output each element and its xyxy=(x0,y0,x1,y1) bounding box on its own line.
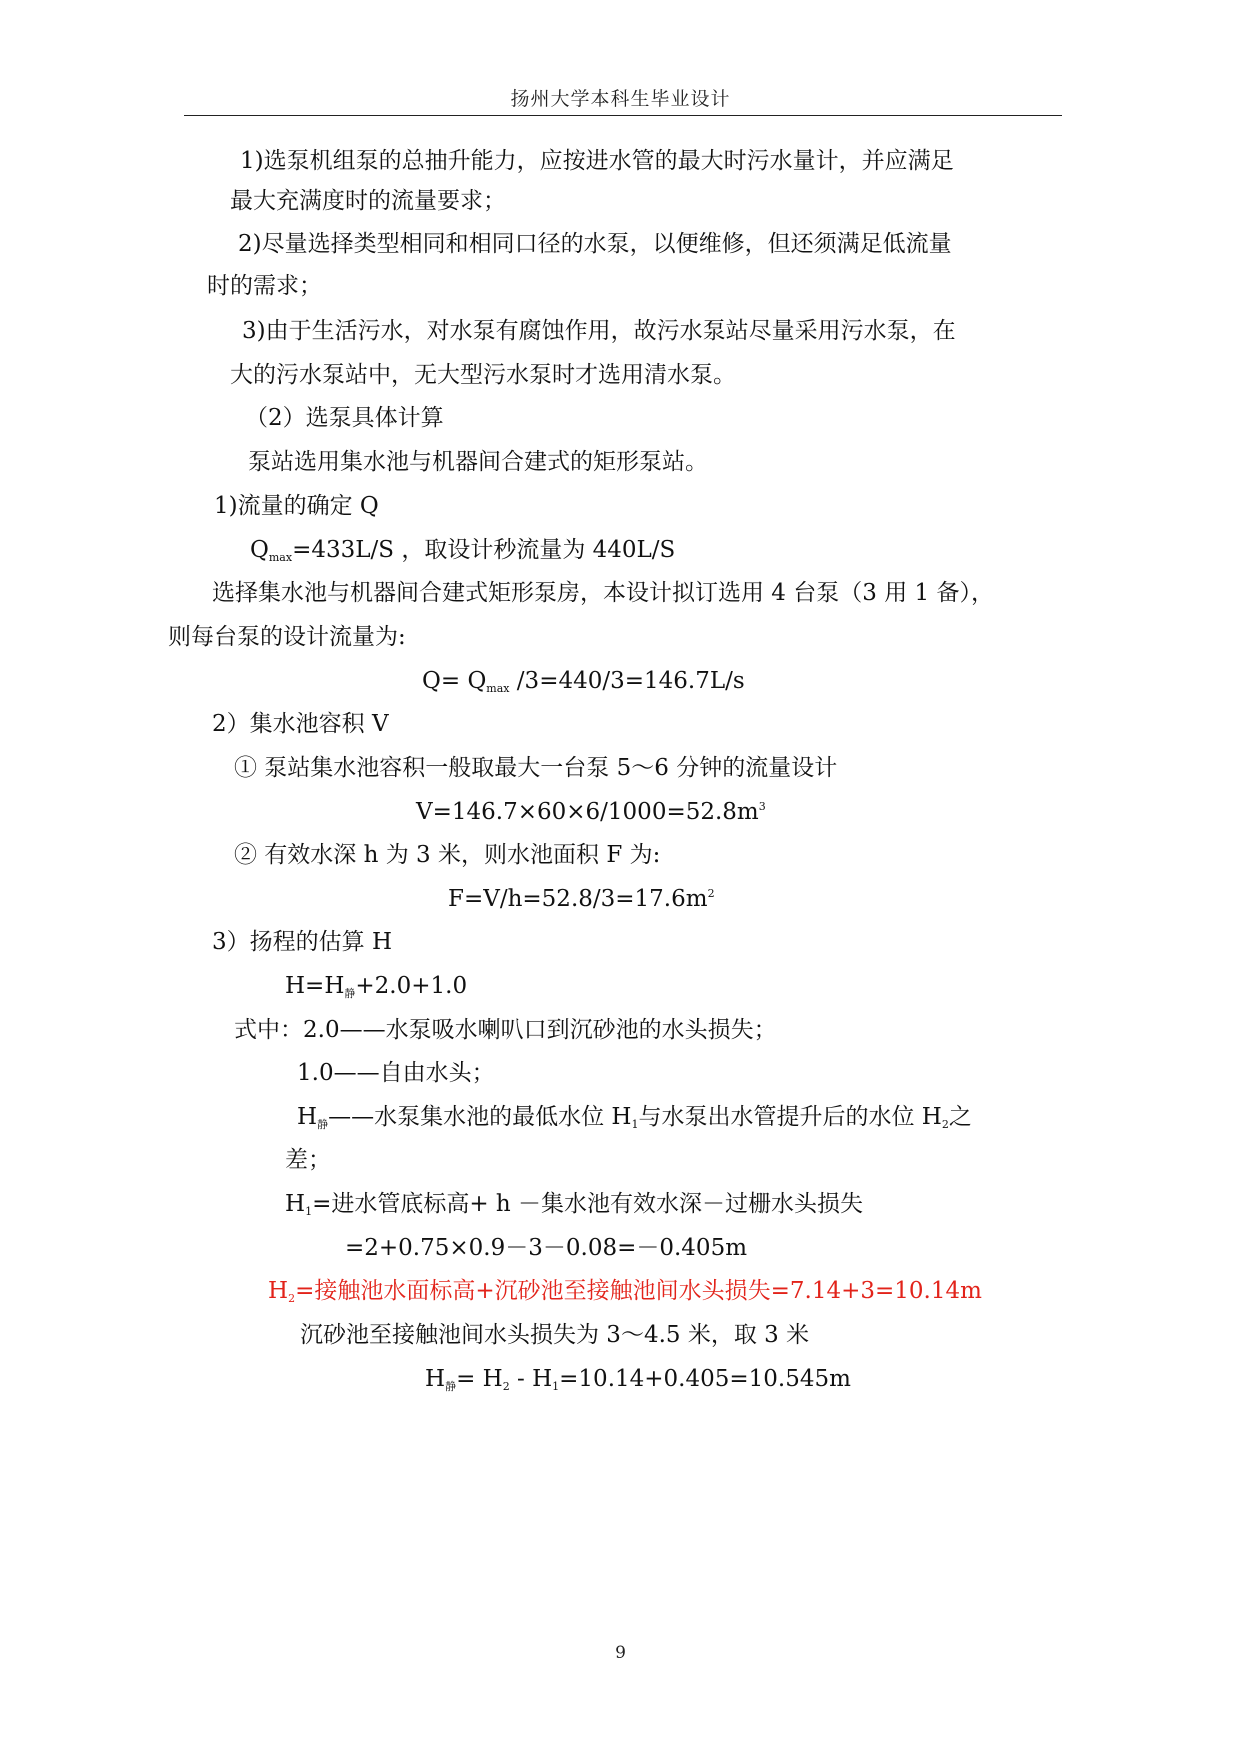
text-line-1: 1)选泵机组泵的总抽升能力，应按进水管的最大时污水量计，并应满足 xyxy=(240,148,954,174)
page-number: 9 xyxy=(615,1643,626,1663)
text-line-15: ① 泵站集水池容积一般取最大一台泵 5～6 分钟的流量设计 xyxy=(234,755,838,781)
formula-h2-highlight: $H_2=$接触池水面标高+沉砂池至接触池间水头损失=7.14+3=10.14m xyxy=(268,1278,982,1305)
formula-v: $V=146.7\times 60\times 6/1000=52.8m^3$ xyxy=(416,799,766,825)
text-line-2: 最大充满度时的流量要求； xyxy=(230,188,506,214)
page-header: 扬州大学本科生毕业设计 xyxy=(510,88,731,110)
text-line-12: 则每台泵的设计流量为: xyxy=(168,624,406,650)
header-rule xyxy=(184,115,1062,116)
formula-h1: $H_1=$进水管底标高+ h －集水池有效水深－过栅水头损失 xyxy=(285,1191,864,1218)
formula-qmax: $Q_{max}=433L/S$ ，取设计秒流量为 440L/S xyxy=(250,537,676,564)
text-line-17: ② 有效水深 h 为 3 米，则水池面积 F 为: xyxy=(234,842,661,868)
formula-h1-value: =2+0.75×0.9－3－0.08=－0.405m xyxy=(345,1235,748,1261)
text-line-11: 选择集水池与机器间合建式矩形泵房，本设计拟订选用 4 台泵（3 用 1 备）， xyxy=(212,580,994,606)
formula-h-static: $H_静= H_2 - H_1=10.14+0.405=10.545m$ xyxy=(425,1366,851,1393)
formula-q: $Q= Q_{max}$ /3=440/3=146.7L/s xyxy=(422,668,745,695)
text-line-5: 3)由于生活污水，对水泵有腐蚀作用，故污水泵站尽量采用污水泵，在 xyxy=(242,318,956,344)
section-heading: （2）选泵具体计算 xyxy=(245,405,444,431)
text-line-3: 2)尽量选择类型相同和相同口径的水泵，以便维修，但还须满足低流量 xyxy=(238,231,952,257)
text-line-23: $H_静——$水泵集水池的最低水位 $H_1$与水泵出水管提升后的水位 $H_2$之 xyxy=(297,1104,972,1131)
text-line-4: 时的需求； xyxy=(207,273,322,299)
text-line-28: 沉砂池至接触池间水头损失为 3～4.5 米，取 3 米 xyxy=(300,1322,810,1348)
text-line-19: 3）扬程的估算 H xyxy=(212,929,393,955)
text-line-14: 2）集水池容积 V xyxy=(212,711,389,737)
formula-h: $H=H_静+2.0+1.0$ xyxy=(285,973,468,1000)
formula-f: $F=V/h=52.8/3=17.6m^2$ xyxy=(448,886,715,912)
text-line-21: 式中：2.0——水泵吸水喇叭口到沉砂池的水头损失； xyxy=(234,1017,777,1043)
text-line-22: 1.0——自由水头； xyxy=(297,1060,495,1086)
text-line-9: 1)流量的确定 Q xyxy=(214,493,379,519)
text-line-8: 泵站选用集水池与机器间合建式的矩形泵站。 xyxy=(248,449,708,475)
text-line-6: 大的污水泵站中，无大型污水泵时才选用清水泵。 xyxy=(230,362,736,388)
text-line-24: 差； xyxy=(285,1147,331,1173)
